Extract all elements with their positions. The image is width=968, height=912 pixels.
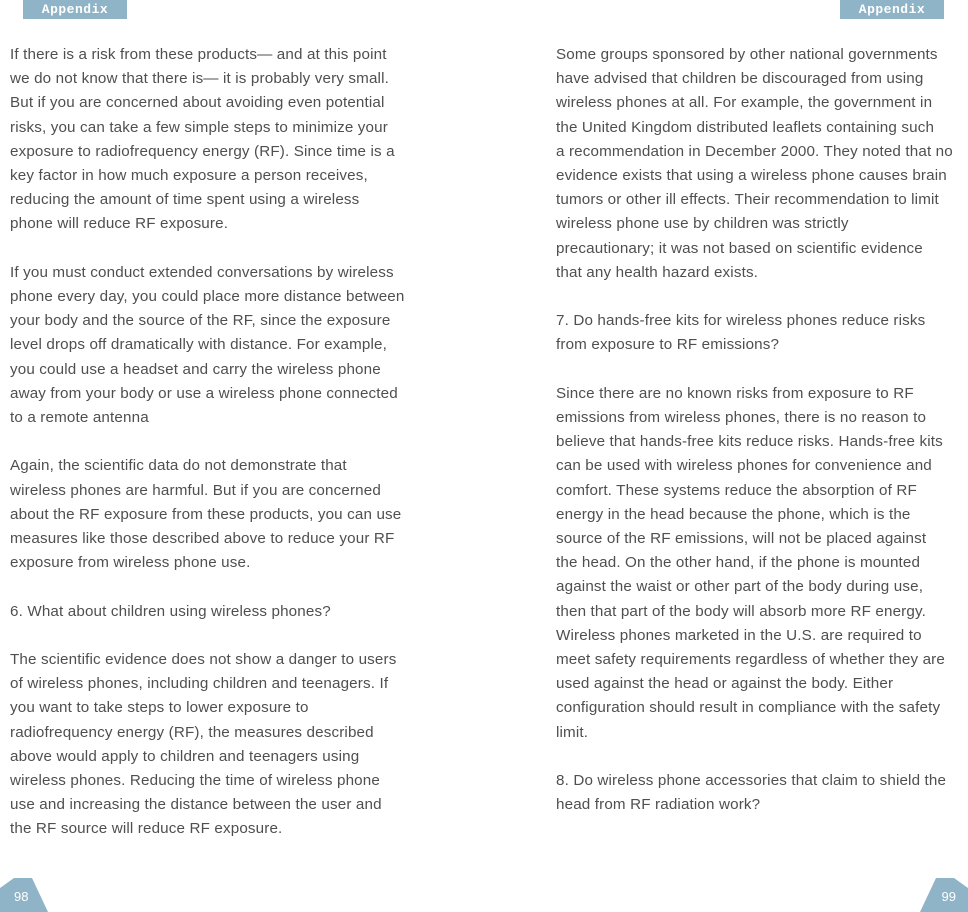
right-question-7: 7. Do hands-free kits for wireless phones reduce risks from exposure to RF emissions?	[556, 312, 926, 354]
left-question-6: 6. What about children using wireless phones?	[10, 602, 331, 620]
right-paragraph-3: Since there are no known risks from exposure to RF emissions from wireless phones, there is no reason to believe that hands-free kits reduce risks. Hands-free kits can be used with wireless phones for convenience and comfort. These systems reduce the absorption of RF energy in the head because the phone, which is the source of the RF emissions, will not be placed against the head. On the other hand, if the phone is mounted against the waist or other part of the body during use, then that part of the body will absorb more RF energy. Wireless phones marketed in the U.S. are required to meet safety requirements regardless of whether they are used against the head or against the body. Either configuration should result in compliance with the safety limit.	[556, 384, 945, 741]
left-paragraph-5: The scientific evidence does not show a danger to users of wireless phones, including children and teenagers. If you want to take steps to lower exposure to radiofrequency energy (RF), the measures described above would apply to children and teenagers using wireless phones. Reducing the time of wireless phone use and increasing the distance between the user and the RF source will reduce RF exposure.	[10, 651, 397, 838]
left-paragraph-3: Again, the scientific data do not demonstrate that wireless phones are harmful. But if you are concerned about the RF exposure from these products, you can use measures like those described above to reduce your RF exposure from wireless phone use.	[10, 457, 402, 572]
right-paragraph-1: Some groups sponsored by other national governments have advised that children be discouraged from using wireless phones at all. For example, the government in the United Kingdom distributed leaflets containing such a recommendation in December 2000. They noted that no evidence exists that using a wireless phone causes brain tumors or other ill effects. Their recommendation to limit wireless phone use by children was strictly precautionary; it was not based on scientific evidence that any health hazard exists.	[556, 46, 953, 281]
page-number-left: 98	[14, 889, 29, 904]
left-page-text	[10, 43, 430, 866]
right-question-8: 8. Do wireless phone accessories that claim to shield the head from RF radiation work?	[556, 772, 947, 814]
left-paragraph-1: If there is a risk from these products— and at this point we do not know that there is— it is probably very small. But if you are concerned about avoiding even potential risks, you can take a few simple steps to minimize your exposure to radiofrequency energy (RF). Since time is a key factor in how much exposure a person receives, reducing the amount of time spent using a wireless phone will reduce RF exposure.	[10, 46, 395, 233]
left-paragraph-2: If you must conduct extended conversations by wireless phone every day, you could place more distance between your body and the source of the RF, since the exposure level drops off dramatically with distance. For example, you could use a headset and carry the wireless phone away from your body or use a wireless phone connected to a remote antenna	[10, 263, 405, 427]
right-page-text	[556, 43, 968, 842]
appendix-tab-right: Appendix	[840, 0, 944, 19]
appendix-tab-left: Appendix	[23, 0, 127, 19]
page-number-right: 99	[941, 889, 956, 904]
